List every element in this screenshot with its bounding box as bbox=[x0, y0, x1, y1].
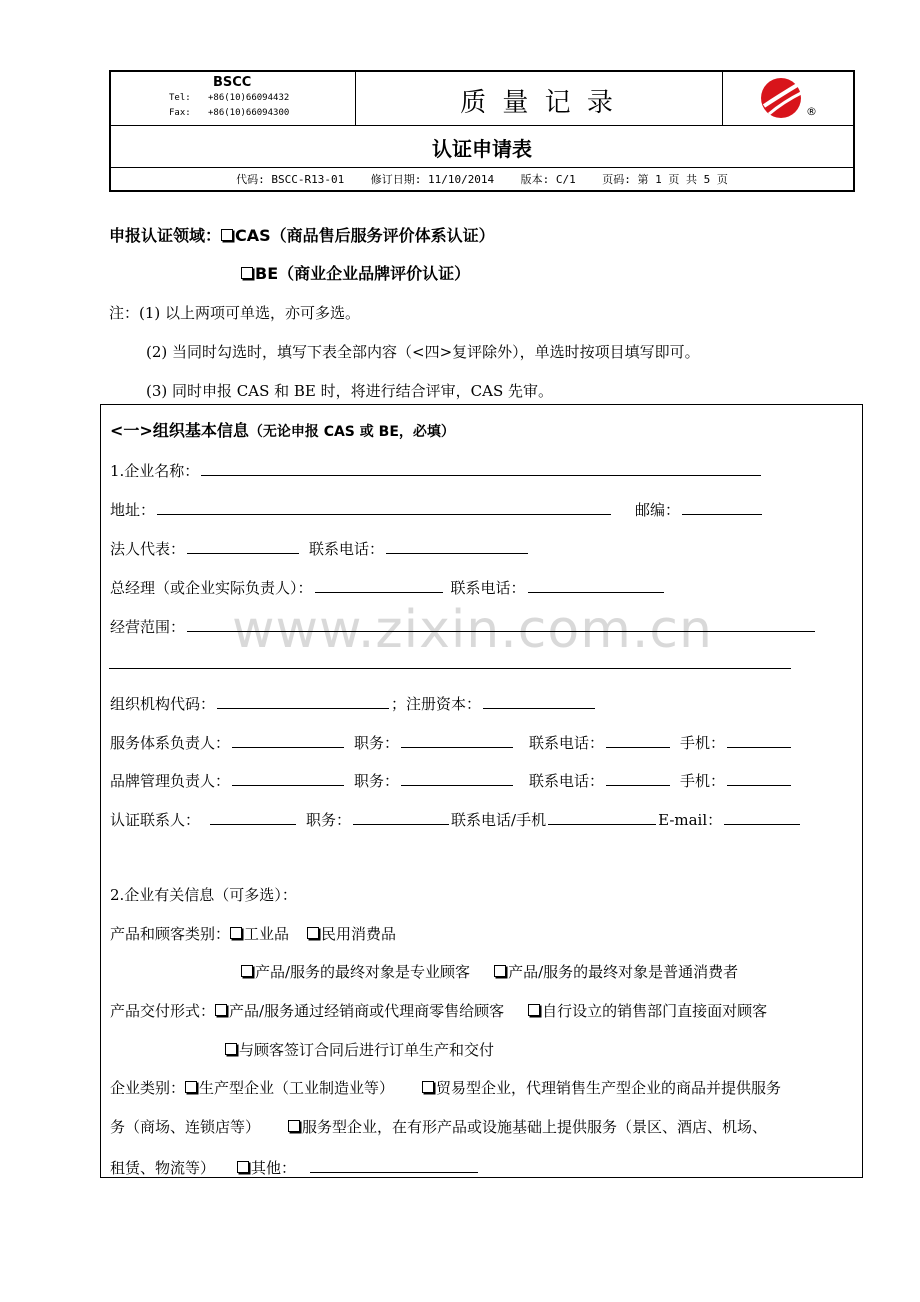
row-delivery bbox=[110, 1001, 767, 1021]
row-order bbox=[225, 1040, 494, 1060]
postcode-field[interactable] bbox=[682, 498, 762, 515]
email-label: E-mail： bbox=[658, 811, 723, 829]
section-heading bbox=[110, 421, 455, 442]
checkbox-distributor[interactable] bbox=[215, 1004, 227, 1016]
checkbox-manufacture[interactable] bbox=[185, 1081, 197, 1093]
enterprise-type-label: 企业类别： bbox=[110, 1079, 186, 1097]
service-label: 服务型企业，在有形产品或设施基础上提供服务（景区、酒店、机场、 bbox=[302, 1118, 768, 1136]
row-service-head bbox=[110, 731, 793, 753]
checkbox-other[interactable] bbox=[237, 1161, 249, 1173]
row-customer-target bbox=[241, 962, 738, 982]
org-code-field[interactable] bbox=[217, 692, 389, 709]
company-name-field[interactable] bbox=[201, 459, 761, 476]
gm-phone-label: 联系电话： bbox=[450, 579, 526, 597]
info-heading: 2.企业有关信息（可多选）： bbox=[110, 886, 297, 904]
checkbox-professional[interactable] bbox=[241, 965, 253, 977]
contact-label: 认证联系人： bbox=[110, 811, 201, 829]
other-field[interactable] bbox=[310, 1156, 478, 1173]
brand-mobile-label: 手机： bbox=[680, 772, 726, 790]
brand-phone-field[interactable] bbox=[606, 769, 670, 786]
service-mobile-field[interactable] bbox=[727, 731, 791, 748]
checkbox-be[interactable] bbox=[241, 267, 253, 279]
row-legal-rep bbox=[110, 537, 530, 559]
trade-label-cont: 务（商场、连锁店等） bbox=[110, 1118, 261, 1136]
service-phone-field[interactable] bbox=[606, 731, 670, 748]
service-phone-label: 联系电话： bbox=[529, 734, 605, 752]
address-field[interactable] bbox=[157, 498, 611, 515]
scope-field-line-2[interactable] bbox=[109, 668, 791, 669]
row-enterprise-type-2 bbox=[110, 1117, 767, 1137]
option-be-label: BE（商业企业品牌评价认证） bbox=[255, 264, 471, 283]
row-contact bbox=[110, 808, 802, 830]
record-title: 质 量 记 录 bbox=[460, 88, 617, 118]
industrial-label: 工业品 bbox=[244, 925, 290, 943]
customer-type-label: 产品和顾客类别： bbox=[110, 925, 231, 943]
checkbox-cas[interactable] bbox=[221, 229, 233, 241]
professional-label: 产品/服务的最终对象是专业顾客 bbox=[255, 963, 471, 981]
row-gm bbox=[110, 576, 666, 598]
brand-head-field[interactable] bbox=[232, 769, 344, 786]
other-label: 其他： bbox=[251, 1159, 297, 1177]
gm-label: 总经理（或企业实际负责人）： bbox=[110, 579, 313, 597]
basic-info-section bbox=[100, 404, 863, 1178]
section-heading-note: （无论申报 CAS 或 BE，必填） bbox=[248, 424, 455, 440]
row-org-code bbox=[110, 692, 597, 714]
manufacture-label: 生产型企业（工业制造业等） bbox=[199, 1079, 395, 1097]
tel-label: Tel: bbox=[169, 93, 191, 103]
checkbox-general[interactable] bbox=[494, 965, 506, 977]
fax-label: Fax: bbox=[169, 108, 191, 118]
checkbox-service[interactable] bbox=[288, 1120, 300, 1132]
consumer-label: 民用消费品 bbox=[321, 925, 397, 943]
service-position-field[interactable] bbox=[401, 731, 513, 748]
row-enterprise-type bbox=[110, 1078, 781, 1098]
org-name: BSCC bbox=[213, 75, 252, 90]
contact-position-label: 职务： bbox=[306, 811, 352, 829]
row-address bbox=[110, 498, 764, 520]
option-cas-label: CAS（商品售后服务评价体系认证） bbox=[235, 226, 495, 245]
service-position-label: 职务： bbox=[354, 734, 400, 752]
brand-phone-label: 联系电话： bbox=[529, 772, 605, 790]
delivery-label: 产品交付形式： bbox=[110, 1002, 216, 1020]
postcode-label: 邮编： bbox=[635, 501, 681, 519]
checkbox-self-sales[interactable] bbox=[528, 1004, 540, 1016]
company-name-label: 1.企业名称： bbox=[110, 462, 200, 480]
capital-label: 注册资本： bbox=[406, 695, 482, 713]
order-label: 与顾客签订合同后进行订单生产和交付 bbox=[239, 1041, 495, 1059]
brand-head-label: 品牌管理负责人： bbox=[110, 772, 231, 790]
email-field[interactable] bbox=[724, 808, 800, 825]
brand-mobile-field[interactable] bbox=[727, 769, 791, 786]
tel-value: +86(10)66094432 bbox=[208, 93, 290, 103]
contact-phone-label: 联系电话/手机 bbox=[451, 811, 547, 829]
field-selection-row bbox=[109, 226, 495, 246]
row-enterprise-type-3 bbox=[110, 1156, 480, 1178]
general-label: 产品/服务的最终对象是普通消费者 bbox=[508, 963, 739, 981]
legal-rep-field[interactable] bbox=[187, 537, 299, 554]
semicolon: ； bbox=[391, 695, 407, 713]
checkbox-order[interactable] bbox=[225, 1043, 237, 1055]
row-brand-head bbox=[110, 769, 793, 791]
org-code-label: 组织机构代码： bbox=[110, 695, 216, 713]
legal-rep-phone-label: 联系电话： bbox=[309, 540, 385, 558]
service-mobile-label: 手机： bbox=[680, 734, 726, 752]
row-customer-type bbox=[110, 924, 396, 944]
row-company-name bbox=[110, 459, 763, 481]
self-sales-label: 自行设立的销售部门直接面对顾客 bbox=[542, 1002, 768, 1020]
service-head-label: 服务体系负责人： bbox=[110, 734, 231, 752]
scope-field[interactable] bbox=[187, 615, 815, 632]
checkbox-consumer[interactable] bbox=[307, 927, 319, 939]
form-title: 认证申请表 bbox=[432, 137, 532, 161]
brand-position-label: 职务： bbox=[354, 772, 400, 790]
note-1: 注：(1) 以上两项可单选，亦可多选。 bbox=[109, 304, 361, 322]
document-header bbox=[109, 70, 855, 192]
legal-rep-phone-field[interactable] bbox=[386, 537, 528, 554]
registered-mark: ® bbox=[806, 105, 817, 118]
gm-phone-field[interactable] bbox=[528, 576, 664, 593]
legal-rep-label: 法人代表： bbox=[110, 540, 186, 558]
company-logo bbox=[759, 76, 807, 122]
distributor-label: 产品/服务通过经销商或代理商零售给顾客 bbox=[229, 1002, 505, 1020]
gm-field[interactable] bbox=[315, 576, 443, 593]
watermark: www.zixin.com.cn bbox=[232, 600, 713, 660]
brand-position-field[interactable] bbox=[401, 769, 513, 786]
field-label: 申报认证领域： bbox=[109, 226, 222, 245]
section-heading-title: <一>组织基本信息 bbox=[110, 421, 249, 440]
capital-field[interactable] bbox=[483, 692, 595, 709]
address-label: 地址： bbox=[110, 501, 156, 519]
service-label-cont: 租赁、物流等） bbox=[110, 1159, 216, 1177]
note-2: (2) 当同时勾选时，填写下表全部内容（<四>复评除外），单选时按项目填写即可。 bbox=[146, 343, 700, 361]
checkbox-industrial[interactable] bbox=[230, 927, 242, 939]
contact-phone-field[interactable] bbox=[548, 808, 656, 825]
trade-label: 贸易型企业，代理销售生产型企业的商品并提供服务 bbox=[436, 1079, 782, 1097]
fax-value: +86(10)66094300 bbox=[208, 108, 290, 118]
be-option-row bbox=[241, 264, 470, 284]
note-3: (3) 同时申报 CAS 和 BE 时，将进行结合评审，CAS 先审。 bbox=[146, 382, 554, 400]
service-head-field[interactable] bbox=[232, 731, 344, 748]
scope-label: 经营范围： bbox=[110, 618, 186, 636]
contact-position-field[interactable] bbox=[353, 808, 449, 825]
checkbox-trade[interactable] bbox=[422, 1081, 434, 1093]
document-code-line: 代码: BSCC-R13-01 修订日期: 11/10/2014 版本: C/1 页码: 第 1 页 共 5 页 bbox=[236, 173, 728, 186]
contact-field[interactable] bbox=[210, 808, 296, 825]
row-scope bbox=[110, 615, 817, 637]
